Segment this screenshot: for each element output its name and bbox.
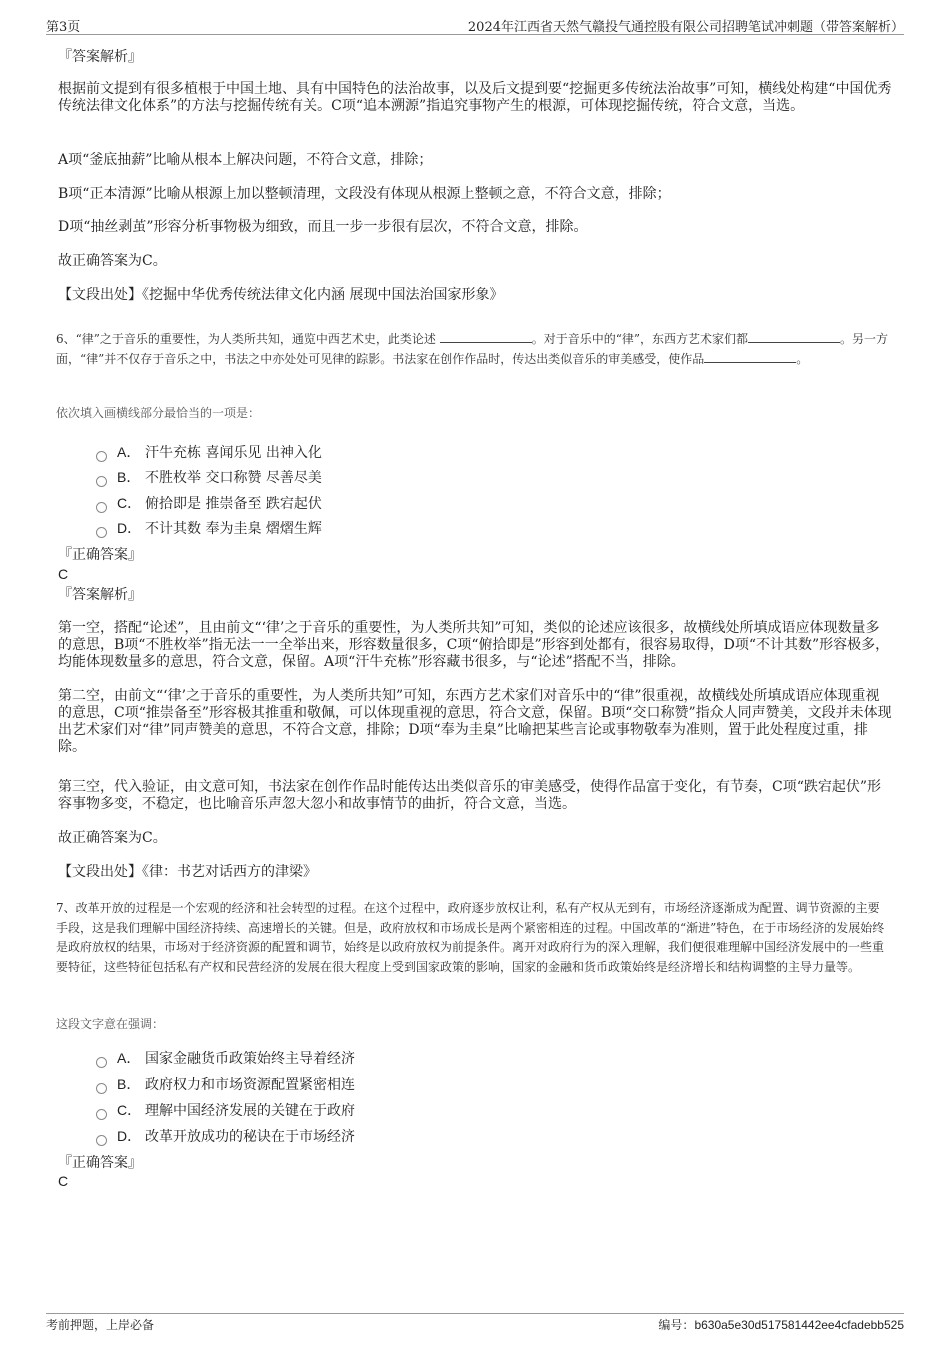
page-footer xyxy=(46,1313,904,1334)
q6-analysis-p3: 第三空，代入验证，由文意可知，书法家在创作作品时能传达出类似音乐的审美感受，使得作品富于变化，有节奏，C项“跌宕起伏”形容事物多变，不稳定，也比喻音乐声忽大忽小和故事情节的曲折，符合文意，当选。 xyxy=(58,779,882,812)
q6-correct-answer: C xyxy=(58,566,69,582)
q7-option-a[interactable]: A． 国家金融货币政策始终主导着经济 xyxy=(96,1048,355,1068)
q6-option-c[interactable]: C． 俯拾即是 推崇备至 跌宕起伏 xyxy=(96,493,322,513)
q7-prompt: 这段文字意在强调： xyxy=(56,1017,165,1031)
q6-conclusion: 故正确答案为C。 xyxy=(58,830,167,846)
q7-option-c[interactable]: C． 理解中国经济发展的关键在于政府 xyxy=(96,1100,355,1120)
q5-analysis-label: 『答案解析』 xyxy=(58,49,142,65)
q5-source: 【文段出处】《挖掘中华优秀传统法律文化内涵 展现中国法治国家形象》 xyxy=(58,287,504,303)
radio-icon[interactable] xyxy=(96,476,107,487)
radio-icon[interactable] xyxy=(96,502,107,513)
document-code: 编号：b630a5e30d517581442ee4cfadebb525 xyxy=(658,1318,904,1332)
page-header xyxy=(46,14,904,35)
radio-icon[interactable] xyxy=(96,1057,107,1068)
q5-analysis-p1: 根据前文提到有很多植根于中国土地、具有中国特色的法治故事，以及后文提到要“挖掘更多传统法治故事”可知，横线处构建“中国优秀传统法律文化体系”的方法与挖掘传统有关。C项“追本溯源”指追究事物产生的根源，可体现挖掘传统，符合文意，当选。 xyxy=(58,81,892,114)
q7-correct-label: 『正确答案』 xyxy=(58,1155,142,1171)
q6-prompt: 依次填入画横线部分最恰当的一项是： xyxy=(56,406,261,420)
blank-2 xyxy=(748,332,840,343)
q6-option-b[interactable]: B． 不胜枚举 交口称赞 尽善尽美 xyxy=(96,467,322,487)
radio-icon[interactable] xyxy=(96,1083,107,1094)
q7-option-d[interactable]: D． 改革开放成功的秘诀在于市场经济 xyxy=(96,1126,355,1146)
q5-analysis-p3: B项“正本清源”比喻从根源上加以整顿清理，文段没有体现从根源上整顿之意，不符合文意，排除； xyxy=(58,186,671,202)
q7-option-b[interactable]: B． 政府权力和市场资源配置紧密相连 xyxy=(96,1074,355,1094)
radio-icon[interactable] xyxy=(96,1135,107,1146)
document-title: 2024年江西省天然气赣投气通控股有限公司招聘笔试冲刺题（带答案解析） xyxy=(467,20,904,35)
q6-option-a[interactable]: A． 汗牛充栋 喜闻乐见 出神入化 xyxy=(96,442,322,462)
q6-analysis-p1: 第一空，搭配“论述”，且由前文“‘律’之于音乐的重要性，为人类所共知”可知，类似的论述应该很多，故横线处所填成语应体现数量多的意思，B项“不胜枚举”指无法一一全举出来，形容数量很多，C项“俯拾即是”形容到处都有，很容易取得，D项“不计其数”形容极多，均能体现数量多的意思，符合文意，保留。A项“汗牛充栋”形容藏书很多，与“论述”搭配不当，排除。 xyxy=(58,620,890,670)
q5-conclusion: 故正确答案为C。 xyxy=(58,253,167,269)
q6-source: 【文段出处】《律：书艺对话西方的津梁》 xyxy=(58,864,317,880)
q5-analysis-p2: A项“釜底抽薪”比喻从根本上解决问题，不符合文意，排除； xyxy=(58,152,433,168)
q6-analysis-p2: 第二空，由前文“‘律’之于音乐的重要性，为人类所共知”可知，东西方艺术家们对音乐中的“律”很重视，故横线处所填成语应体现重视的意思，C项“推崇备至”形容极其推重和敬佩，可以体现重视的意思，符合文意，保留。B项“交口称赞”指众人同声赞美，文段并未体现出艺术家们对“律”同声赞美的意思，不符合文意，排除；D项“奉为圭臬”比喻把某些言论或事物敬奉为准则，置于此处程度过重，排除。 xyxy=(58,688,892,755)
q5-analysis-p4: D项“抽丝剥茧”形容分析事物极为细致，而且一步一步很有层次，不符合文意，排除。 xyxy=(58,219,588,235)
blank-1 xyxy=(440,332,532,343)
page-number: 第3页 xyxy=(46,20,81,35)
q6-stem: 6、“律”之于音乐的重要性，为人类所共知，通览中西艺术史，此类论述 。对于音乐中的“律”，东西方艺术家们都 。另一方面，“律”并不仅存于音乐之中，书法之中亦处处可见律的踪影。书法家在创作作品时，传达出类似音乐的审美感受，使作品 。 xyxy=(56,332,889,366)
radio-icon[interactable] xyxy=(96,1109,107,1120)
footer-slogan: 考前押题，上岸必备 xyxy=(46,1318,155,1332)
radio-icon[interactable] xyxy=(96,451,107,462)
q7-correct-answer: C xyxy=(58,1173,69,1189)
radio-icon[interactable] xyxy=(96,527,107,538)
q6-option-d[interactable]: D． 不计其数 奉为圭臬 熠熠生辉 xyxy=(96,518,322,538)
blank-3 xyxy=(704,352,796,363)
q6-correct-label: 『正确答案』 xyxy=(58,547,142,563)
q7-stem: 7、改革开放的过程是一个宏观的经济和社会转型的过程。在这个过程中，政府逐步放权让利，私有产权从无到有，市场经济逐渐成为配置、调节资源的主要手段，这是我们理解中国经济持续、高速增长的关键。但是，政府放权和市场成长是两个紧密相连的过程。中国改革的“渐进”特色，在于市场经济的发展始终是政府放权的结果，市场对于经济资源的配置和调节，始终是以政府放权为前提条件。离开对政府行为的深入理解，我们便很难理解中国经济发展中的一些重要特征，这些特征包括私有产权和民营经济的发展在很大程度上受到国家政策的影响，国家的金融和货币政策始终是经济增长和结构调整的主导力量等。 xyxy=(56,901,885,974)
q6-analysis-label: 『答案解析』 xyxy=(58,587,142,603)
